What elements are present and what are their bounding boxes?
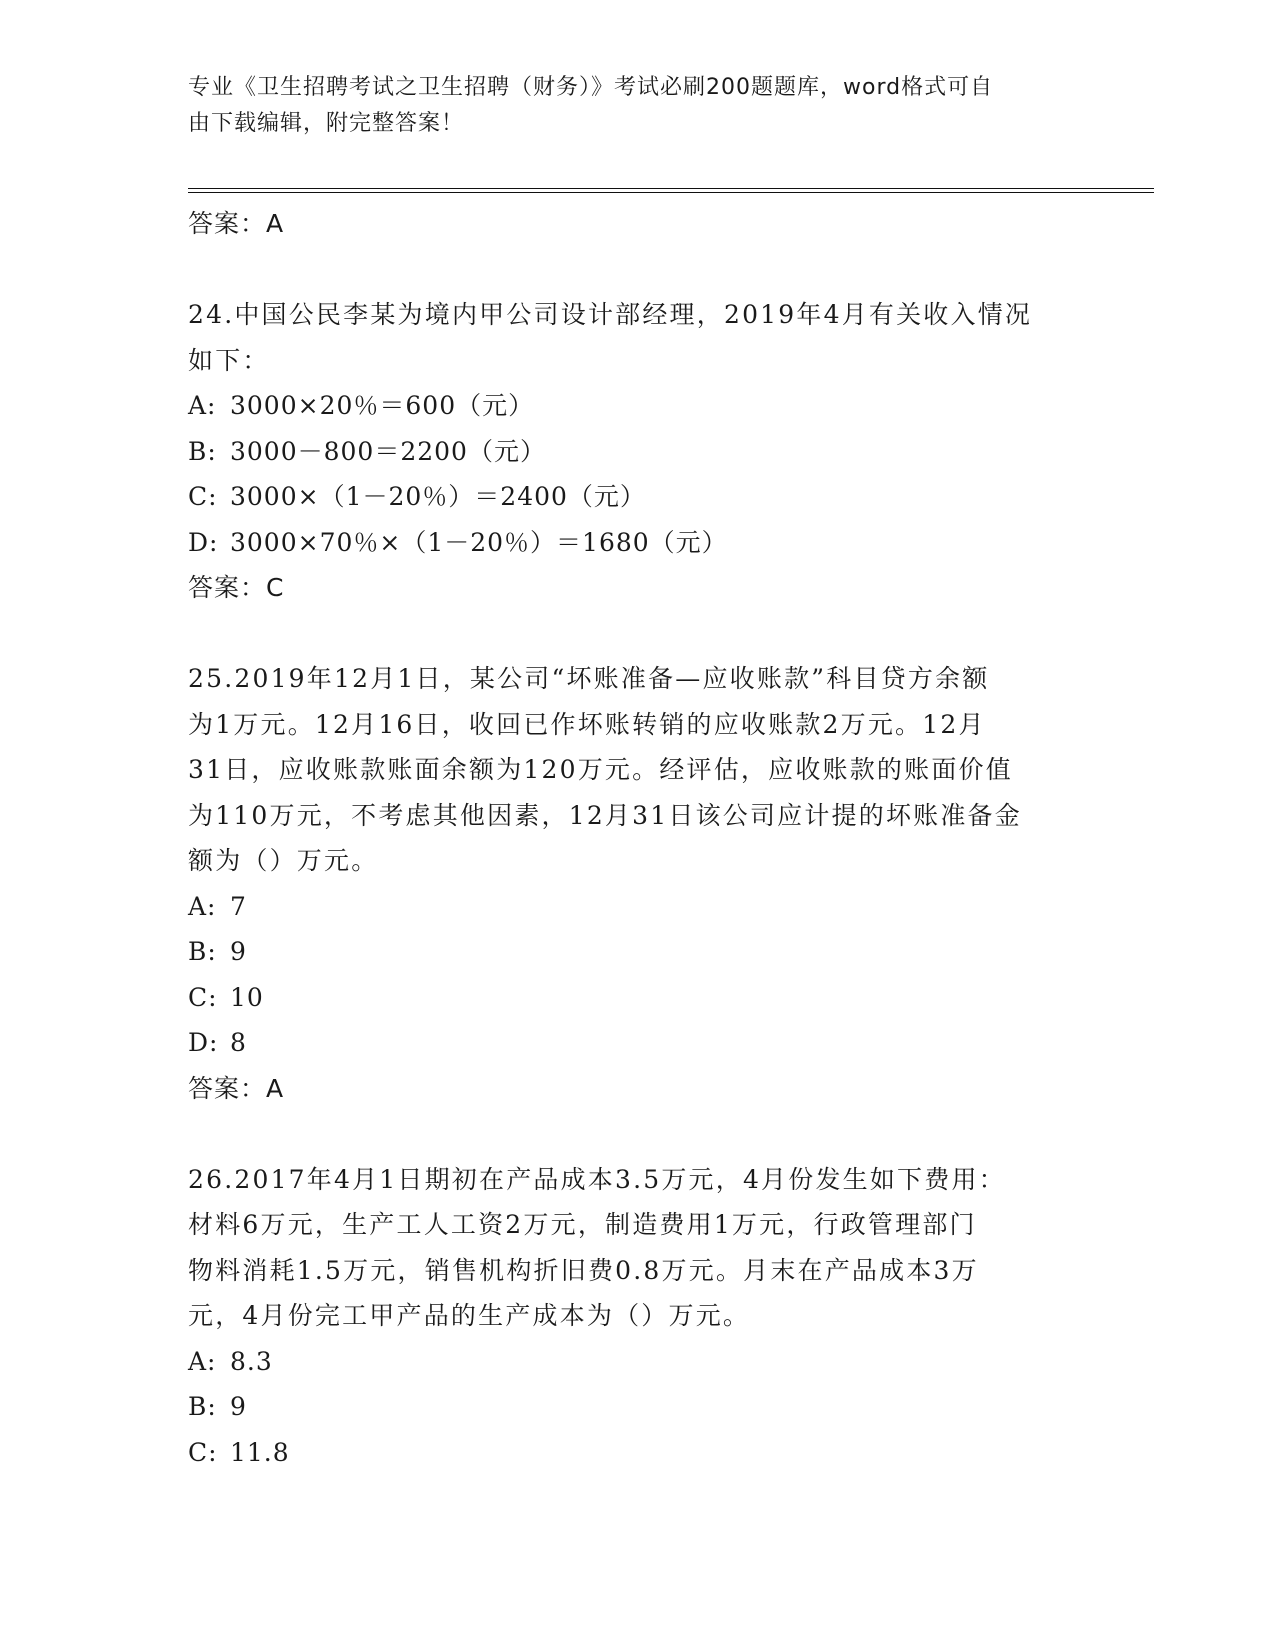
question-text: 为1万元。12月16日，收回已作坏账转销的应收账款2万元。12月 — [188, 709, 986, 739]
option-a — [188, 1339, 1148, 1385]
question-text: 25.2019年12月1日，某公司“坏账准备—应收账款”科目贷方余额 — [188, 664, 990, 693]
question-text: 材料6万元，生产工人工资2万元，制造费用1万元，行政管理部门 — [188, 1210, 977, 1239]
question-text: 24.中国公民李某为境内甲公司设计部经理，2019年4月有关收入情况 — [188, 300, 1033, 329]
question-text: 物料消耗1.5万元，销售机构折旧费0.8万元。月末在产品成本3万 — [188, 1255, 979, 1285]
option-b — [188, 1384, 1148, 1430]
answer-line: 答案：A — [188, 209, 285, 238]
option-label: C: — [188, 982, 218, 1012]
answer-line: 答案：A — [188, 1073, 285, 1103]
header-line: 专业《卫生招聘考试之卫生招聘（财务）》考试必刷200题题库，word格式可自 — [188, 75, 994, 100]
option-value: 10 — [230, 982, 264, 1012]
option-b — [188, 929, 1148, 975]
question-text: 26.2017年4月1日期初在产品成本3.5万元，4月份发生如下费用： — [188, 1164, 1006, 1194]
header-divider — [188, 188, 1154, 193]
option-value: 7 — [230, 891, 247, 921]
header-line: 由下载编辑，附完整答案！ — [188, 111, 465, 136]
option-label: C: — [188, 1437, 218, 1467]
option-c — [188, 975, 1148, 1021]
question-text: 为110万元，不考虑其他因素，12月31日该公司应计提的坏账准备金 — [188, 800, 1022, 830]
option-d — [188, 520, 1148, 566]
option-c — [188, 1430, 1148, 1476]
option-label: B: — [188, 1392, 217, 1421]
option-value: 9 — [230, 1392, 247, 1421]
document-page — [188, 70, 1148, 1475]
page-header — [188, 70, 1148, 142]
option-label: B: — [188, 937, 217, 966]
answer-line: 答案：C — [188, 573, 285, 602]
option-a — [188, 383, 1148, 429]
question-25 — [188, 656, 1148, 1111]
question-26 — [188, 1157, 1148, 1476]
option-value: 8 — [230, 1028, 247, 1057]
option-value: 9 — [230, 937, 247, 966]
option-label: D: — [188, 527, 219, 557]
option-value: 3000×70％×（1－20％）＝1680（元） — [230, 527, 728, 557]
option-label: A: — [188, 1346, 217, 1376]
option-label: D: — [188, 1028, 219, 1057]
option-label: B: — [188, 436, 217, 466]
option-value: 3000×（1－20％）＝2400（元） — [230, 482, 646, 511]
option-value: 8.3 — [230, 1346, 273, 1376]
option-c — [188, 474, 1148, 520]
option-b — [188, 429, 1148, 475]
option-a — [188, 884, 1148, 930]
question-text: 31日，应收账款账面余额为120万元。经评估，应收账款的账面价值 — [188, 755, 1013, 784]
option-value: 3000×20％＝600（元） — [230, 391, 535, 420]
question-text: 额为（）万元。 — [188, 846, 379, 875]
option-value: 3000－800＝2200（元） — [230, 436, 546, 466]
option-label: C: — [188, 482, 218, 511]
option-label: A: — [188, 891, 217, 921]
option-label: A: — [188, 391, 217, 420]
question-text: 元，4月份完工甲产品的生产成本为（）万元。 — [188, 1301, 751, 1330]
option-value: 11.8 — [230, 1437, 290, 1467]
question-24 — [188, 292, 1148, 610]
option-d — [188, 1020, 1148, 1066]
question-text: 如下： — [188, 345, 270, 375]
